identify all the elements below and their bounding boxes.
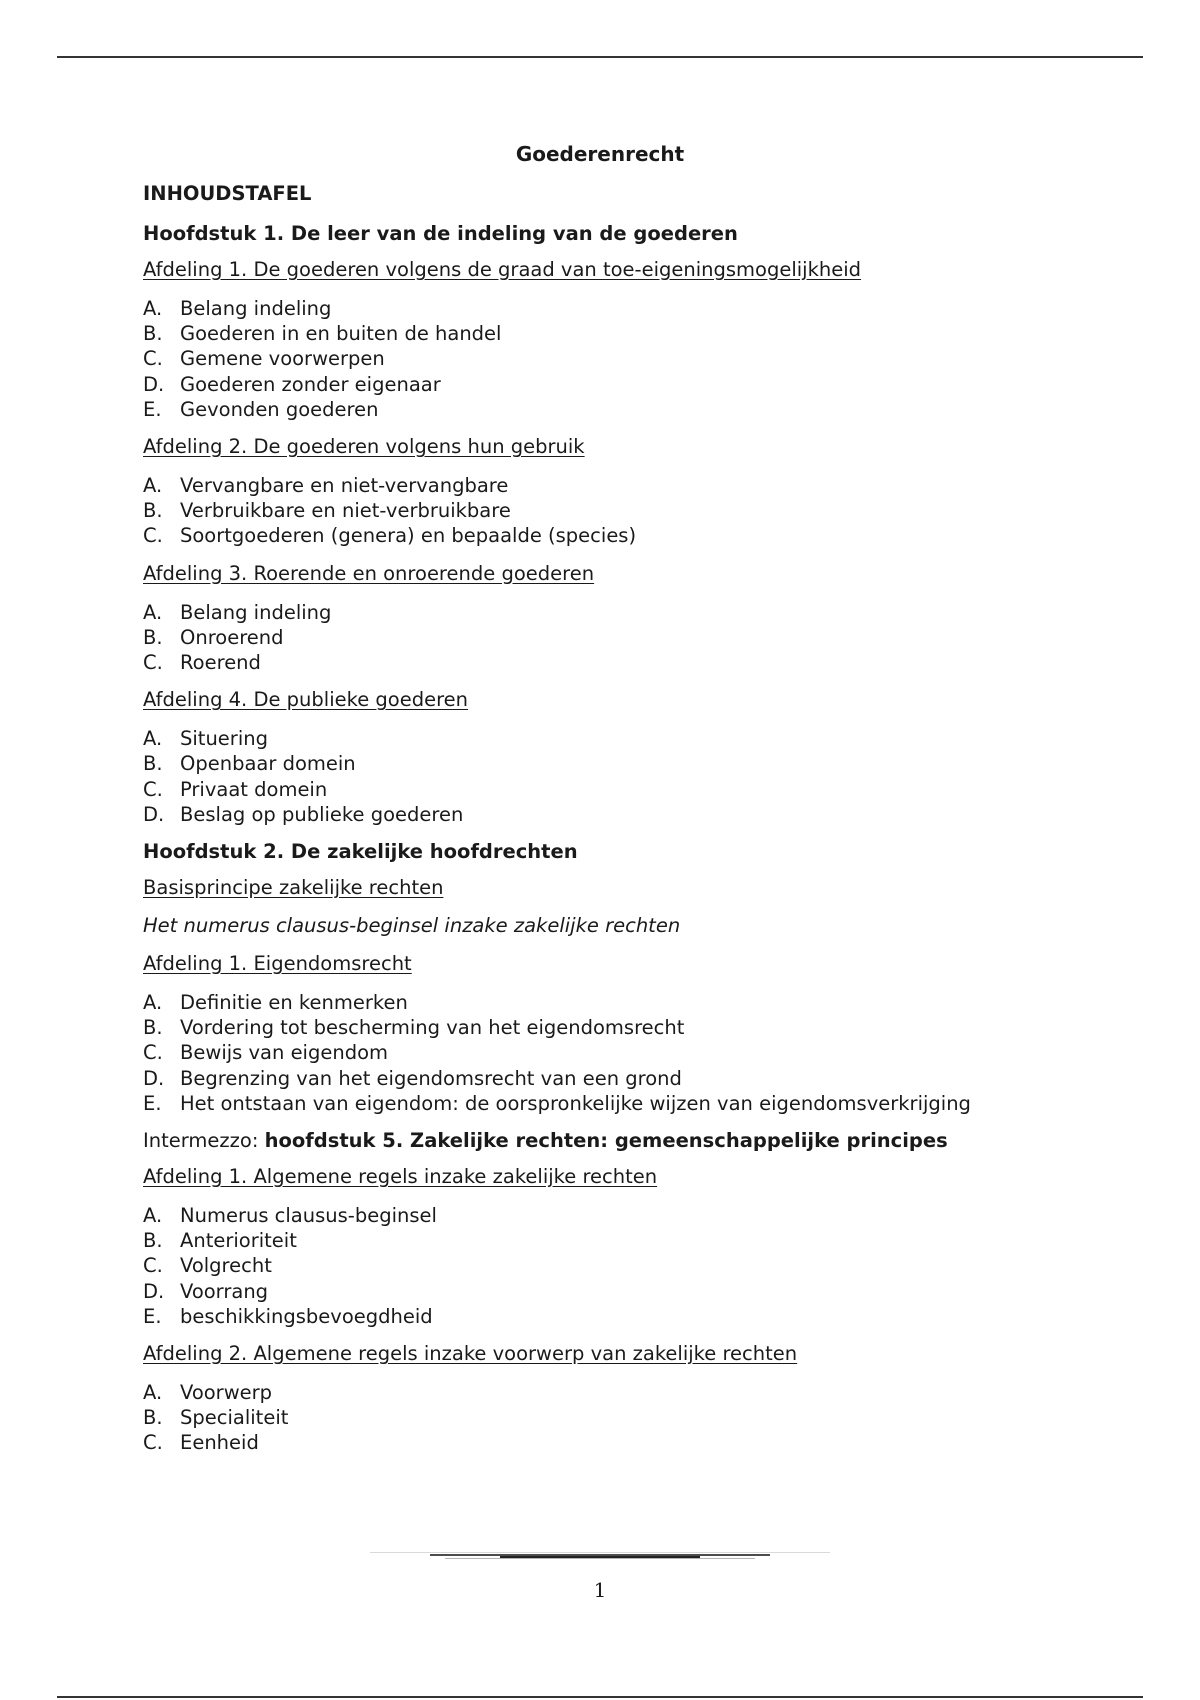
item-text: Het ontstaan van eigendom: de oorspronkelijke wijzen van eigendomsverkrijging <box>180 1091 971 1115</box>
item-text: beschikkingsbevoegdheid <box>180 1304 433 1328</box>
item-list <box>143 1380 1103 1456</box>
item-letter: C. <box>143 1431 163 1455</box>
page-title: Goederenrecht <box>515 142 685 166</box>
section-heading: Afdeling 1. Eigendomsrecht <box>143 952 412 976</box>
item-letter: B. <box>143 1406 163 1430</box>
item-text: Gemene voorwerpen <box>180 347 385 371</box>
item-letter: B. <box>143 499 163 523</box>
basis-heading: Basisprincipe zakelijke rechten <box>143 876 444 900</box>
item-text: Specialiteit <box>180 1406 289 1430</box>
item-letter: E. <box>143 397 162 421</box>
list-item <box>143 726 1103 751</box>
list-item <box>143 1253 1103 1278</box>
list-item <box>143 1228 1103 1253</box>
section-heading: Afdeling 4. De publieke goederen <box>143 688 469 712</box>
item-letter: B. <box>143 322 163 346</box>
item-letter: A. <box>143 1204 163 1228</box>
list-item <box>143 1040 1103 1065</box>
list-item <box>143 625 1103 650</box>
item-list <box>143 473 1103 549</box>
list-item <box>143 1279 1103 1304</box>
list-item <box>143 523 1103 548</box>
item-letter: C. <box>143 777 163 801</box>
list-item <box>143 1066 1103 1091</box>
list-item <box>143 777 1103 802</box>
item-text: Vervangbare en niet-vervangbare <box>180 474 509 498</box>
list-item <box>143 1015 1103 1040</box>
list-item <box>143 1304 1103 1329</box>
item-letter: D. <box>143 372 165 396</box>
item-letter: D. <box>143 1066 165 1090</box>
item-letter: A. <box>143 600 163 624</box>
item-text: Situering <box>180 727 268 751</box>
list-item <box>143 600 1103 625</box>
list-item <box>143 321 1103 346</box>
list-item <box>143 1091 1103 1116</box>
item-letter: A. <box>143 474 163 498</box>
footer-separator <box>445 1558 755 1559</box>
numerus-clausus-line: Het numerus clausus-beginsel inzake zakelijke rechten <box>143 914 681 938</box>
intermezzo-prefix: Intermezzo: <box>143 1129 259 1153</box>
footer-separator <box>370 1552 830 1553</box>
item-letter: B. <box>143 625 163 649</box>
item-text: Goederen in en buiten de handel <box>180 322 502 346</box>
toc-heading: INHOUDSTAFEL <box>143 182 312 205</box>
item-letter: E. <box>143 1304 162 1328</box>
item-letter: B. <box>143 1229 163 1253</box>
list-item <box>143 473 1103 498</box>
section-heading: Afdeling 1. Algemene regels inzake zakelijke rechten <box>143 1165 658 1189</box>
section-heading: Afdeling 2. De goederen volgens hun gebruik <box>143 435 585 459</box>
list-item <box>143 397 1103 422</box>
item-text: Belang indeling <box>180 297 332 320</box>
item-text: Beslag op publieke goederen <box>180 802 464 826</box>
item-letter: A. <box>143 727 163 751</box>
header-rule <box>57 56 1143 58</box>
item-letter: A. <box>143 297 163 320</box>
item-text: Voorwerp <box>180 1381 273 1405</box>
chapter-1-heading: Hoofdstuk 1. De leer van de indeling van de goederen <box>143 222 738 245</box>
page-number: 1 <box>593 1578 607 1602</box>
item-list <box>143 726 1103 827</box>
list-item <box>143 372 1103 397</box>
list-item <box>143 802 1103 827</box>
item-text: Onroerend <box>180 625 284 649</box>
item-text: Volgrecht <box>180 1254 272 1278</box>
list-item <box>143 1203 1103 1228</box>
list-item <box>143 346 1103 371</box>
section-heading: Afdeling 2. Algemene regels inzake voorwerp van zakelijke rechten <box>143 1342 798 1366</box>
item-list <box>143 600 1103 676</box>
item-text: Begrenzing van het eigendomsrecht van een grond <box>180 1066 682 1090</box>
item-letter: B. <box>143 752 163 776</box>
intermezzo-title: hoofdstuk 5. Zakelijke rechten: gemeenschappelijke principes <box>264 1129 948 1153</box>
item-letter: E. <box>143 1091 162 1115</box>
item-list <box>143 990 1103 1116</box>
item-text: Bewijs van eigendom <box>180 1041 389 1065</box>
item-text: Numerus clausus-beginsel <box>180 1204 437 1228</box>
item-list <box>143 296 1103 422</box>
item-letter: C. <box>143 651 163 675</box>
item-text: Openbaar domein <box>180 752 356 776</box>
item-text: Privaat domein <box>180 777 328 801</box>
list-item <box>143 650 1103 675</box>
item-text: Definitie en kenmerken <box>180 991 408 1015</box>
list-item <box>143 498 1103 523</box>
item-letter: C. <box>143 524 163 548</box>
chapter-2-heading: Hoofdstuk 2. De zakelijke hoofdrechten <box>143 840 578 864</box>
item-letter: A. <box>143 991 163 1015</box>
item-text: Voorrang <box>180 1279 269 1303</box>
item-letter: C. <box>143 1254 163 1278</box>
item-letter: D. <box>143 1279 165 1303</box>
item-letter: B. <box>143 1016 163 1040</box>
footer-separator <box>500 1556 700 1558</box>
item-text: Eenheid <box>180 1431 259 1455</box>
list-item <box>143 751 1103 776</box>
item-text: Soortgoederen (genera) en bepaalde (species) <box>180 524 637 548</box>
item-text: Verbruikbare en niet-verbruikbare <box>180 499 511 523</box>
item-text: Anterioriteit <box>180 1229 297 1253</box>
list-item <box>143 296 1103 321</box>
intermezzo-heading <box>143 1129 1103 1153</box>
item-text: Vordering tot bescherming van het eigendomsrecht <box>180 1016 685 1040</box>
item-text: Gevonden goederen <box>180 397 379 421</box>
item-letter: C. <box>143 1041 163 1065</box>
list-item <box>143 990 1103 1015</box>
item-list <box>143 1203 1103 1329</box>
item-letter: A. <box>143 1381 163 1405</box>
item-letter: C. <box>143 347 163 371</box>
footer-rule <box>57 1696 1143 1698</box>
item-text: Goederen zonder eigenaar <box>180 372 441 396</box>
item-letter: D. <box>143 802 165 826</box>
list-item <box>143 1380 1103 1405</box>
item-text: Belang indeling <box>180 600 332 624</box>
section-heading: Afdeling 3. Roerende en onroerende goederen <box>143 561 595 585</box>
item-text: Roerend <box>180 651 261 675</box>
list-item <box>143 1405 1103 1430</box>
document-body <box>143 182 1103 1469</box>
section-heading: Afdeling 1. De goederen volgens de graad van toe-eigeningsmogelijkheid <box>143 258 862 281</box>
list-item <box>143 1430 1103 1455</box>
